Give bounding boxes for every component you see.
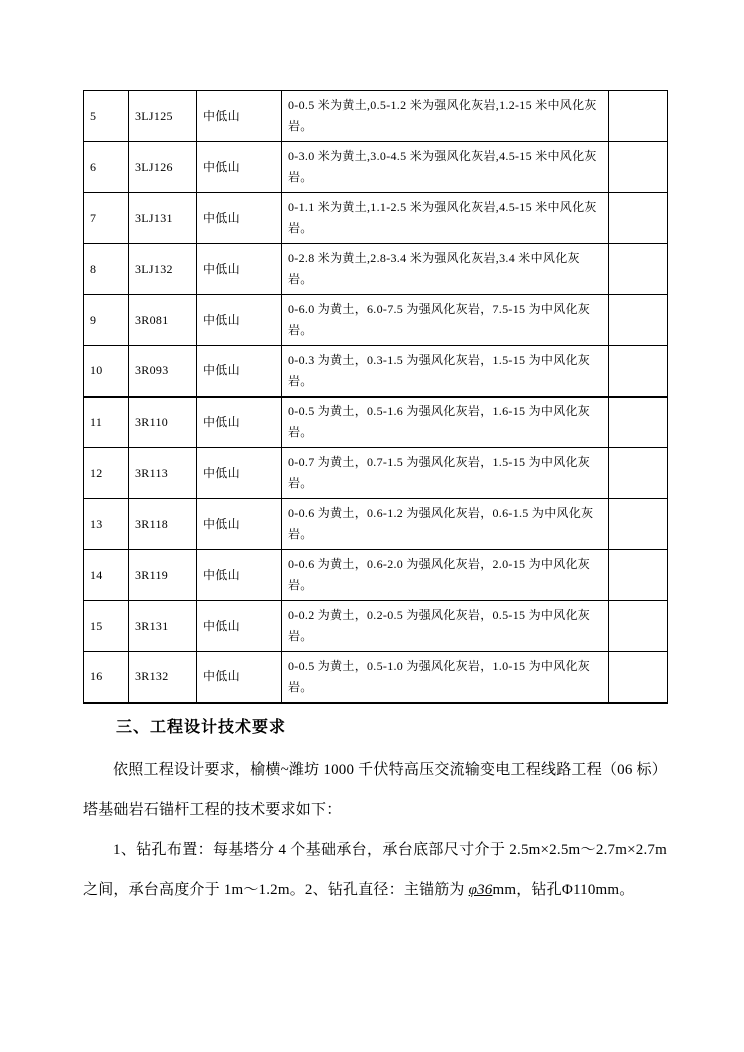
paragraph-drilling-text-2: mm，钻孔Φ110mm。 (492, 882, 635, 898)
cell-tower-id: 3R093 (129, 346, 197, 397)
cell-empty (609, 295, 668, 346)
cell-row-number: 15 (84, 601, 129, 652)
cell-empty (609, 91, 668, 142)
cell-empty (609, 448, 668, 499)
cell-geology-desc: 0-0.5 为黄土，0.5-1.0 为强风化灰岩，1.0-15 为中风化灰岩。 (282, 652, 609, 703)
geology-table-container (83, 90, 668, 704)
cell-terrain: 中低山 (197, 193, 282, 244)
cell-empty (609, 601, 668, 652)
cell-row-number: 12 (84, 448, 129, 499)
cell-geology-desc: 0-0.2 为黄土，0.2-0.5 为强风化灰岩，0.5-15 为中风化灰岩。 (282, 601, 609, 652)
cell-empty (609, 193, 668, 244)
cell-empty (609, 244, 668, 295)
table-row (84, 601, 668, 652)
cell-terrain: 中低山 (197, 295, 282, 346)
cell-geology-desc: 0-0.5 为黄土，0.5-1.6 为强风化灰岩，1.6-15 为中风化灰岩。 (282, 397, 609, 448)
cell-geology-desc: 0-0.5 米为黄土,0.5-1.2 米为强风化灰岩,1.2-15 米中风化灰岩。 (282, 91, 609, 142)
cell-row-number: 13 (84, 499, 129, 550)
paragraph-drilling-text-1: 1、钻孔布置：每基塔分 4 个基础承台，承台底部尺寸介于 2.5m×2.5m～2.7m×2.7m 之间，承台高度介于 1m～1.2m。2、钻孔直径：主锚筋为 (83, 842, 667, 898)
cell-tower-id: 3R110 (129, 397, 197, 448)
section-content (83, 714, 667, 910)
cell-empty (609, 550, 668, 601)
table-row (84, 142, 668, 193)
cell-tower-id: 3LJ126 (129, 142, 197, 193)
cell-geology-desc: 0-1.1 米为黄土,1.1-2.5 米为强风化灰岩,4.5-15 米中风化灰岩。 (282, 193, 609, 244)
cell-row-number: 14 (84, 550, 129, 601)
cell-row-number: 9 (84, 295, 129, 346)
cell-geology-desc: 0-0.6 为黄土，0.6-1.2 为强风化灰岩，0.6-1.5 为中风化灰岩。 (282, 499, 609, 550)
cell-terrain: 中低山 (197, 142, 282, 193)
cell-tower-id: 3R118 (129, 499, 197, 550)
cell-empty (609, 499, 668, 550)
geology-table-body (84, 91, 668, 703)
cell-geology-desc: 0-0.6 为黄土，0.6-2.0 为强风化灰岩，2.0-15 为中风化灰岩。 (282, 550, 609, 601)
cell-tower-id: 3R113 (129, 448, 197, 499)
table-row (84, 346, 668, 397)
cell-row-number: 5 (84, 91, 129, 142)
cell-terrain: 中低山 (197, 346, 282, 397)
geology-table (83, 90, 668, 704)
cell-terrain: 中低山 (197, 652, 282, 703)
cell-row-number: 6 (84, 142, 129, 193)
cell-empty (609, 346, 668, 397)
table-row (84, 397, 668, 448)
section-heading: 三、工程设计技术要求 (116, 719, 287, 736)
cell-empty (609, 397, 668, 448)
phi-diameter-underlined: φ36 (468, 882, 493, 898)
cell-empty (609, 142, 668, 193)
table-row (84, 550, 668, 601)
paragraph-drilling-layout (83, 830, 667, 910)
table-row (84, 244, 668, 295)
cell-tower-id: 3R119 (129, 550, 197, 601)
cell-row-number: 10 (84, 346, 129, 397)
paragraph-design-requirements: 依照工程设计要求，榆横~潍坊 1000 千伏特高压交流输变电工程线路工程（06 标）塔基础岩石锚杆工程的技术要求如下： (83, 762, 667, 818)
cell-row-number: 11 (84, 397, 129, 448)
cell-tower-id: 3LJ125 (129, 91, 197, 142)
table-row (84, 295, 668, 346)
cell-geology-desc: 0-3.0 米为黄土,3.0-4.5 米为强风化灰岩,4.5-15 米中风化灰岩。 (282, 142, 609, 193)
cell-tower-id: 3R131 (129, 601, 197, 652)
cell-terrain: 中低山 (197, 601, 282, 652)
table-row (84, 652, 668, 703)
cell-terrain: 中低山 (197, 244, 282, 295)
table-row (84, 499, 668, 550)
table-row (84, 193, 668, 244)
cell-tower-id: 3R132 (129, 652, 197, 703)
cell-geology-desc: 0-0.3 为黄土，0.3-1.5 为强风化灰岩，1.5-15 为中风化灰岩。 (282, 346, 609, 397)
cell-tower-id: 3LJ132 (129, 244, 197, 295)
table-row (84, 448, 668, 499)
cell-tower-id: 3LJ131 (129, 193, 197, 244)
cell-row-number: 8 (84, 244, 129, 295)
cell-empty (609, 652, 668, 703)
cell-terrain: 中低山 (197, 397, 282, 448)
cell-row-number: 16 (84, 652, 129, 703)
cell-tower-id: 3R081 (129, 295, 197, 346)
cell-terrain: 中低山 (197, 499, 282, 550)
table-row (84, 91, 668, 142)
cell-geology-desc: 0-2.8 米为黄土,2.8-3.4 米为强风化灰岩,3.4 米中风化灰岩。 (282, 244, 609, 295)
cell-terrain: 中低山 (197, 91, 282, 142)
cell-terrain: 中低山 (197, 550, 282, 601)
cell-row-number: 7 (84, 193, 129, 244)
cell-geology-desc: 0-6.0 为黄土，6.0-7.5 为强风化灰岩，7.5-15 为中风化灰岩。 (282, 295, 609, 346)
cell-terrain: 中低山 (197, 448, 282, 499)
cell-geology-desc: 0-0.7 为黄土，0.7-1.5 为强风化灰岩，1.5-15 为中风化灰岩。 (282, 448, 609, 499)
